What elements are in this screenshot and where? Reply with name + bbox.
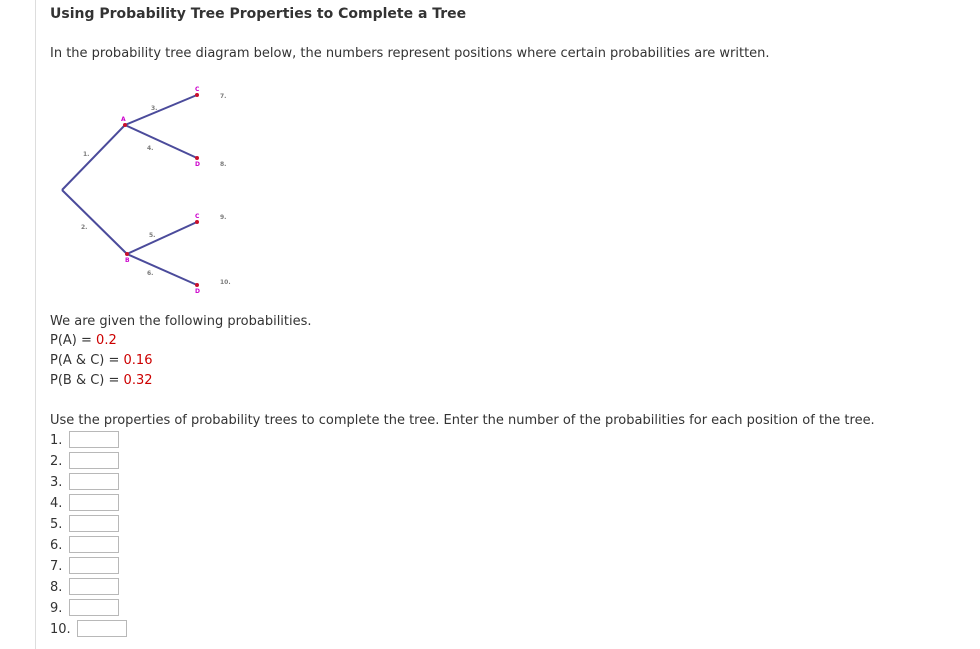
answer-label-6: 6.	[50, 538, 63, 553]
left-border	[35, 0, 36, 649]
answer-input-5[interactable]	[69, 515, 119, 532]
instructions-text: Use the properties of probability trees to complete the tree. Enter the number of the probabilities for each position of the tree.	[50, 413, 875, 428]
branch-a-d	[125, 125, 197, 158]
given-value: 0.16	[123, 353, 153, 368]
given-value: 0.32	[123, 373, 153, 388]
position-label-6: 6.	[147, 270, 154, 277]
node-c-top	[195, 93, 199, 97]
probability-tree-diagram	[50, 84, 250, 300]
node-d-bottom	[195, 283, 199, 287]
given-label: P(B & C) =	[50, 373, 124, 388]
answer-input-3[interactable]	[69, 473, 119, 490]
answer-label-7: 7.	[50, 559, 63, 574]
given-probability-a-and-c	[50, 353, 152, 368]
answer-input-1[interactable]	[69, 431, 119, 448]
answer-input-9[interactable]	[69, 599, 119, 616]
given-probability-b-and-c	[50, 373, 153, 388]
answer-label-9: 9.	[50, 601, 63, 616]
position-label-7: 7.	[220, 93, 227, 100]
answer-label-8: 8.	[50, 580, 63, 595]
branch-root-a	[62, 125, 125, 190]
position-label-5: 5.	[149, 232, 156, 239]
answer-input-4[interactable]	[69, 494, 119, 511]
position-label-10: 10.	[220, 279, 231, 286]
answer-input-6[interactable]	[69, 536, 119, 553]
page-title: Using Probability Tree Properties to Complete a Tree	[50, 6, 467, 22]
given-value: 0.2	[96, 333, 117, 348]
branch-b-c	[127, 222, 197, 254]
answer-input-2[interactable]	[69, 452, 119, 469]
answer-label-2: 2.	[50, 454, 63, 469]
answer-label-10: 10.	[50, 622, 71, 637]
answer-label-4: 4.	[50, 496, 63, 511]
node-label-c-bottom: C	[195, 213, 200, 220]
position-label-4: 4.	[147, 145, 154, 152]
answer-label-5: 5.	[50, 517, 63, 532]
node-label-c-top: C	[195, 86, 200, 93]
given-intro-text: We are given the following probabilities.	[50, 314, 312, 329]
answer-input-7[interactable]	[69, 557, 119, 574]
node-a	[123, 123, 127, 127]
position-label-2: 2.	[81, 224, 88, 231]
branch-b-d	[127, 254, 197, 285]
answer-label-3: 3.	[50, 475, 63, 490]
answer-input-8[interactable]	[69, 578, 119, 595]
node-label-a: A	[121, 116, 126, 123]
node-c-bottom	[195, 220, 199, 224]
branch-a-c	[125, 95, 197, 125]
intro-text: In the probability tree diagram below, the numbers represent positions where certain probabilities are written.	[50, 46, 770, 61]
node-label-d-bottom: D	[195, 288, 200, 295]
node-b	[125, 252, 129, 256]
branch-root-b	[62, 190, 127, 254]
given-label: P(A & C) =	[50, 353, 124, 368]
position-label-1: 1.	[83, 151, 90, 158]
position-label-9: 9.	[220, 214, 227, 221]
given-label: P(A) =	[50, 333, 97, 348]
position-label-3: 3.	[151, 105, 158, 112]
answer-input-10[interactable]	[77, 620, 127, 637]
given-probability-a	[50, 333, 117, 348]
position-label-8: 8.	[220, 161, 227, 168]
node-label-d-top: D	[195, 161, 200, 168]
node-label-b: B	[125, 257, 130, 264]
node-d-top	[195, 156, 199, 160]
answer-label-1: 1.	[50, 433, 63, 448]
